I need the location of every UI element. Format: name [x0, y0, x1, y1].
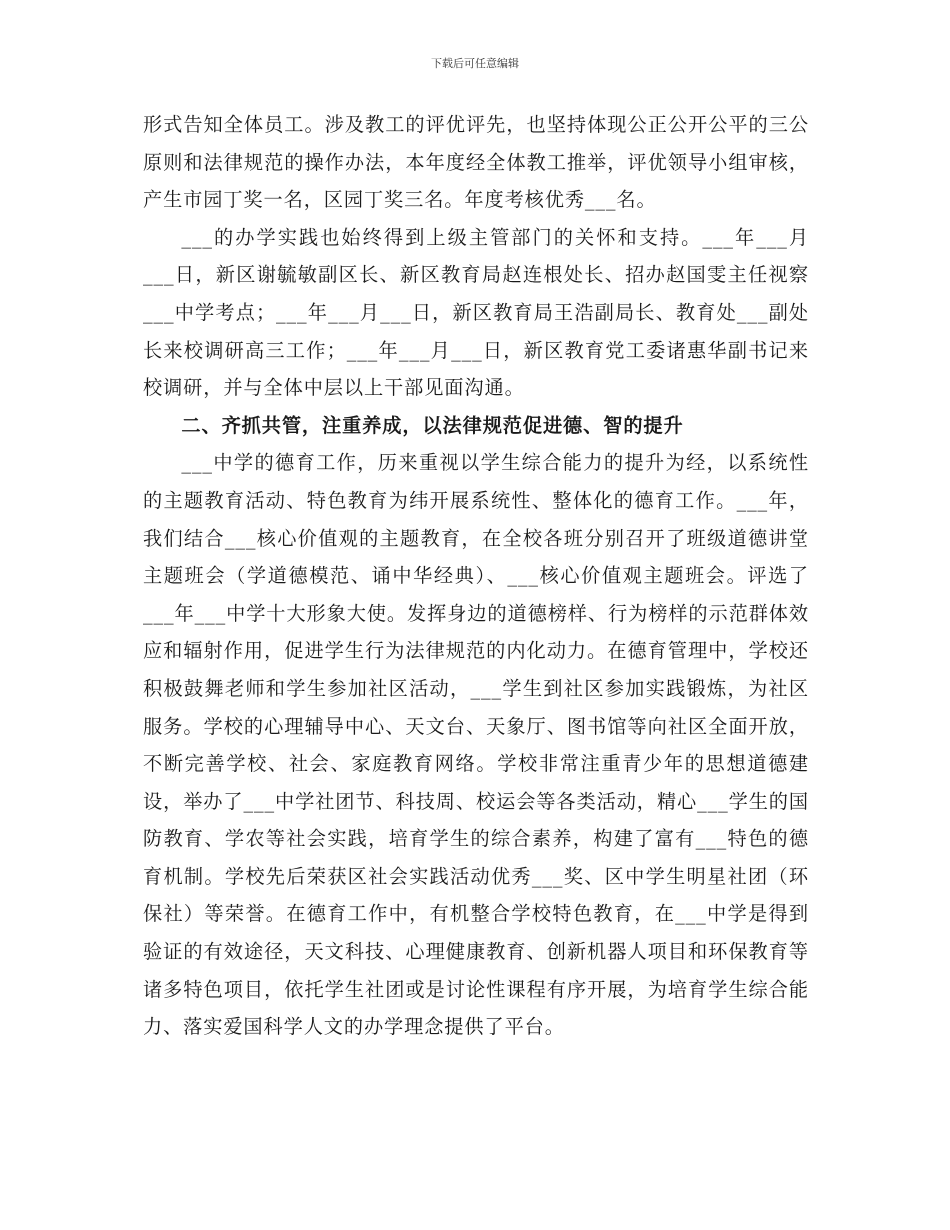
document-body: [143, 106, 809, 1046]
paragraph-official-visits: ___的办学实践也始终得到上级主管部门的关怀和支持。___年___月___日，新区谢毓敏副区长、新区教育局赵连根处长、招办赵国雯主任视察___中学考点；___年___月___日，新区教育局王浩副局长、教育处___副处长来校调研高三工作；___年___月___日，新区教育党工委诸惠华副书记来校调研，并与全体中层以上干部见面沟通。: [143, 225, 809, 400]
page-header: 下载后可任意编辑: [431, 57, 519, 70]
section-heading: 二、齐抓共管，注重养成，以法律规范促进德、智的提升: [181, 413, 684, 437]
paragraph-staff-awards: 形式告知全体员工。涉及教工的评优评先，也坚持体现公正公开公平的三公原则和法律规范的操作办法，本年度经全体教工推举，评优领导小组审核，产生市园丁奖一名，区园丁奖三名。年度考核优秀___名。: [143, 113, 809, 212]
paragraph-moral-education: ___中学的德育工作，历来重视以学生综合能力的提升为经，以系统性的主题教育活动、特色教育为纬开展系统性、整体化的德育工作。___年，我们结合___核心价值观的主题教育，在全校各班分别召开了班级道德讲堂主题班会（学道德模范、诵中华经典）、___核心价值观主题班会。评选了___年___中学十大形象大使。发挥身边的道德榜样、行为榜样的示范群体效应和辐射作用，促进学生行为法律规范的内化动力。在德育管理中，学校还积极鼓舞老师和学生参加社区活动，___学生到社区参加实践锻炼，为社区服务。学校的心理辅导中心、天文台、天象厅、图书馆等向社区全面开放，不断完善学校、社会、家庭教育网络。学校非常注重青少年的思想道德建设，举办了___中学社团节、科技周、校运会等各类活动，精心___学生的国防教育、学农等社会实践，培育学生的综合素养，构建了富有___特色的德育机制。学校先后荣获区社会实践活动优秀___奖、区中学生明星社团（环保社）等荣誉。在德育工作中，有机整合学校特色教育，在___中学是得到验证的有效途径，天文科技、心理健康教育、创新机器人项目和环保教育等诸多特色项目，依托学生社团或是讨论性课程有序开展，为培育学生综合能力、落实爱国科学人文的办学理念提供了平台。: [143, 451, 809, 1039]
